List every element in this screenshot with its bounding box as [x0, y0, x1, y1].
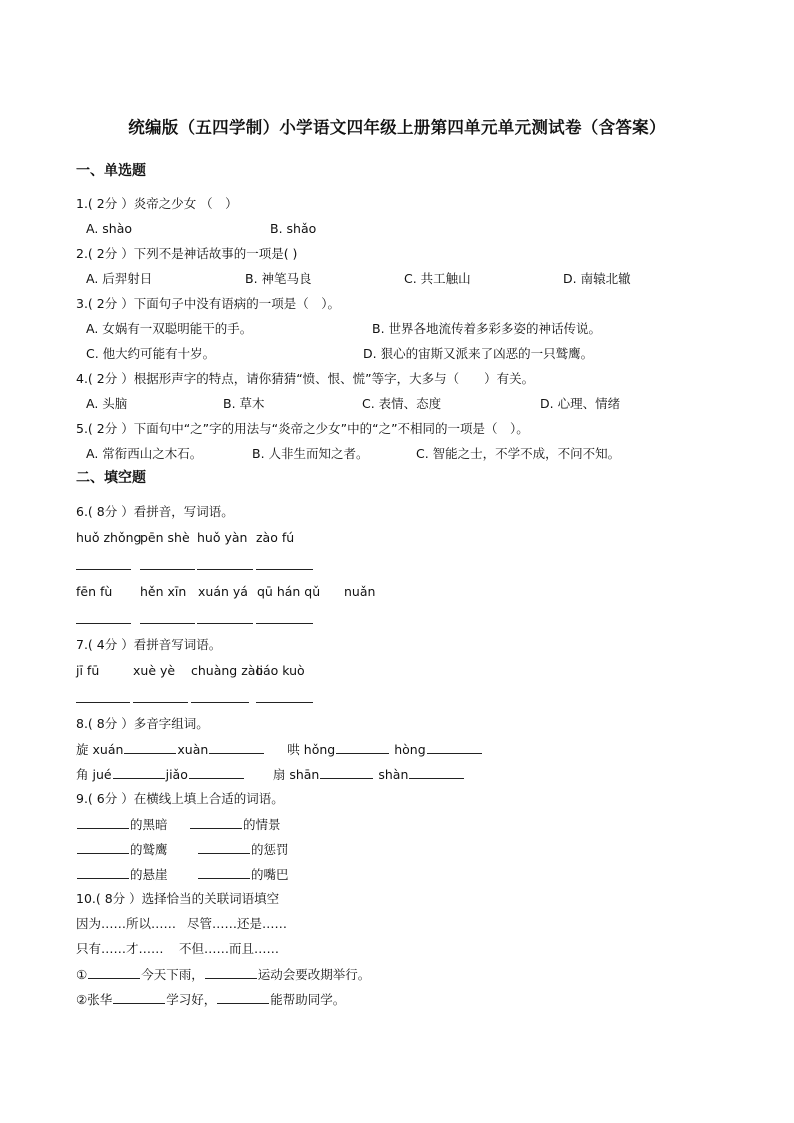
answer-line[interactable] — [256, 702, 313, 703]
conjunction-option: 不但……而且…… — [179, 941, 280, 956]
fill-item-text: 的情景 — [243, 817, 281, 832]
question-9-stem: 9.( 6分 ）在横线上填上合适的词语。 — [76, 791, 284, 806]
sentence-1 — [76, 966, 370, 983]
pinyin-xueye: xuè yè — [133, 663, 176, 678]
pinyin-fenfu: fēn fù — [76, 584, 113, 599]
pinyin-label: jiǎo — [165, 767, 188, 782]
answer-line[interactable] — [140, 623, 195, 624]
fill-item-text: 的黑暗 — [130, 817, 168, 832]
pinyin-chuangzao: chuàng zào — [191, 663, 264, 678]
answer-blank[interactable] — [189, 766, 244, 779]
pinyin-penshe: pēn shè — [140, 530, 190, 545]
answer-blank[interactable] — [88, 966, 140, 979]
sentence-mark: ② — [76, 992, 88, 1007]
pinyin-jifu: jī fū — [76, 663, 100, 678]
polyphone-char: 哄 — [287, 742, 300, 757]
question-1-option-a[interactable]: A. shào — [86, 221, 133, 236]
sentence-text: 今天下雨， — [141, 967, 204, 982]
question-3-stem: 3.( 2分 ）下面句子中没有语病的一项是（ ）。 — [76, 296, 340, 311]
answer-line[interactable] — [76, 702, 130, 703]
answer-line[interactable] — [197, 569, 253, 570]
answer-blank[interactable] — [427, 741, 482, 754]
fill-item-text: 的嘴巴 — [251, 867, 289, 882]
fill-item — [76, 841, 168, 858]
answer-blank[interactable] — [198, 841, 250, 854]
answer-blank[interactable] — [77, 816, 129, 829]
sentence-text: 运动会要改期举行。 — [257, 967, 371, 982]
answer-blank[interactable] — [77, 841, 129, 854]
sentence-text: 能帮助同学。 — [270, 992, 346, 1007]
pinyin-quhanqu: qū hán qǔ — [257, 584, 321, 599]
question-6-stem: 6.( 8分 ）看拼音，写词语。 — [76, 504, 234, 519]
question-5-stem: 5.( 2分 ）下面句中“之”字的用法与“炎帝之少女”中的“之”不相同的一项是（ ）。 — [76, 421, 529, 436]
pinyin-label: xuán — [92, 742, 124, 757]
answer-line[interactable] — [76, 623, 131, 624]
polyphone-char: 角 — [76, 767, 89, 782]
pinyin-huoyan: huǒ yàn — [197, 530, 248, 545]
answer-blank[interactable] — [190, 816, 242, 829]
question-10-stem: 10.( 8分 ）选择恰当的关联词语填空 — [76, 891, 280, 906]
fill-item-text: 的鹫鹰 — [130, 842, 168, 857]
question-2-option-c[interactable]: C. 共工触山 — [404, 271, 471, 286]
question-1-option-b[interactable]: B. shǎo — [270, 221, 317, 236]
question-2-option-b[interactable]: B. 神笔马良 — [245, 271, 312, 286]
question-3-option-b[interactable]: B. 世界各地流传着多彩多姿的神话传说。 — [372, 321, 602, 336]
conjunction-option: 因为……所以…… — [76, 916, 177, 931]
question-5-option-b[interactable]: B. 人非生而知之者。 — [252, 446, 369, 461]
answer-line[interactable] — [140, 569, 195, 570]
answer-line[interactable] — [197, 623, 253, 624]
pinyin-label: jué — [92, 767, 112, 782]
polyphone-char: 旋 — [76, 742, 89, 757]
fill-item — [189, 816, 281, 833]
answer-line[interactable] — [256, 623, 313, 624]
page-title: 统编版（五四学制）小学语文四年级上册第四单元单元测试卷（含答案） — [128, 118, 666, 137]
section-heading-single-choice: 一、单选题 — [76, 163, 146, 179]
question-8-stem: 8.( 8分 ）多音字组词。 — [76, 716, 209, 731]
answer-line[interactable] — [191, 702, 249, 703]
pinyin-huozhong: huǒ zhǒng — [76, 530, 142, 545]
pinyin-liaokuo: liáo kuò — [256, 663, 305, 678]
question-4-option-d[interactable]: D. 心理、情绪 — [540, 396, 621, 411]
polyphone-row-2 — [76, 766, 465, 783]
fill-item — [197, 866, 289, 883]
pinyin-label: shàn — [378, 767, 409, 782]
pinyin-henxin: hěn xīn — [140, 584, 187, 599]
question-4-option-b[interactable]: B. 草木 — [223, 396, 265, 411]
answer-blank[interactable] — [320, 766, 373, 779]
question-3-option-d[interactable]: D. 狠心的宙斯又派来了凶恶的一只鹫鹰。 — [363, 346, 594, 361]
sentence-text: 张华 — [87, 992, 113, 1007]
sentence-text: 学习好， — [166, 992, 217, 1007]
answer-blank[interactable] — [336, 741, 389, 754]
question-4-option-c[interactable]: C. 表情、态度 — [362, 396, 442, 411]
question-4-option-a[interactable]: A. 头脑 — [86, 396, 128, 411]
answer-blank[interactable] — [124, 741, 176, 754]
pinyin-xuanya: xuán yá — [198, 584, 248, 599]
question-3-option-a[interactable]: A. 女娲有一双聪明能干的手。 — [86, 321, 253, 336]
answer-blank[interactable] — [198, 866, 250, 879]
question-1-stem: 1.( 2分 ）炎帝之少女 （ ） — [76, 196, 238, 211]
fill-item — [76, 816, 168, 833]
question-5-option-a[interactable]: A. 常衔西山之木石。 — [86, 446, 203, 461]
conjunction-option: 尽管……还是…… — [187, 916, 288, 931]
pinyin-label: xuàn — [177, 742, 209, 757]
answer-line[interactable] — [133, 702, 188, 703]
answer-blank[interactable] — [77, 866, 129, 879]
question-7-stem: 7.( 4分 ）看拼音写词语。 — [76, 637, 222, 652]
polyphone-row-1 — [76, 741, 483, 758]
sentence-mark: ① — [76, 967, 88, 982]
pinyin-nuan: nuǎn — [344, 584, 376, 599]
question-4-stem: 4.( 2分 ）根据形声字的特点，请你猜猜“愤、恨、慌”等字，大多与（ ）有关。 — [76, 371, 535, 386]
pinyin-zaofu: zào fú — [256, 530, 295, 545]
question-2-option-a[interactable]: A. 后羿射日 — [86, 271, 153, 286]
fill-item — [76, 866, 168, 883]
question-3-option-c[interactable]: C. 他大约可能有十岁。 — [86, 346, 216, 361]
pinyin-label: shān — [289, 767, 320, 782]
answer-blank[interactable] — [217, 991, 269, 1004]
question-2-stem: 2.( 2分 ）下列不是神话故事的一项是( ) — [76, 246, 298, 261]
answer-line[interactable] — [256, 569, 313, 570]
answer-blank[interactable] — [113, 991, 165, 1004]
pinyin-label: hòng — [394, 742, 426, 757]
pinyin-label: hǒng — [303, 742, 336, 757]
answer-line[interactable] — [76, 569, 131, 570]
answer-blank[interactable] — [205, 966, 257, 979]
answer-blank[interactable] — [409, 766, 464, 779]
question-5-option-c[interactable]: C. 智能之士，不学不成，不问不知。 — [416, 446, 621, 461]
section-heading-fill-blank: 二、填空题 — [76, 470, 146, 486]
sentence-2 — [76, 991, 345, 1008]
fill-item-text: 的悬崖 — [130, 867, 168, 882]
fill-item-text: 的惩罚 — [251, 842, 289, 857]
answer-blank[interactable] — [113, 766, 165, 779]
question-2-option-d[interactable]: D. 南辕北辙 — [563, 271, 631, 286]
fill-item — [197, 841, 289, 858]
answer-blank[interactable] — [209, 741, 264, 754]
conjunction-option: 只有……才…… — [76, 941, 164, 956]
polyphone-char: 扇 — [272, 767, 286, 782]
